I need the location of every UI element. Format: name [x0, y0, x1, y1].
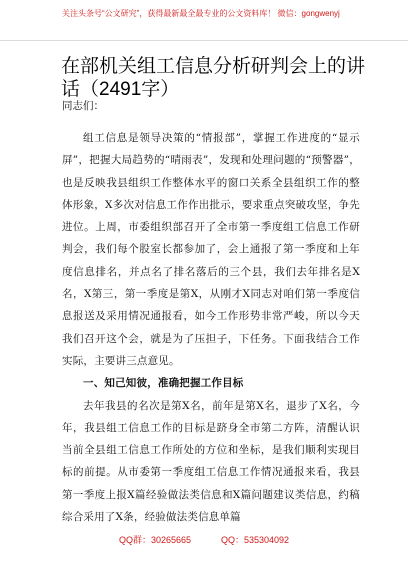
top-banner — [0, 0, 408, 41]
body-text — [62, 127, 360, 528]
footer-contact — [0, 533, 408, 546]
paragraph: 组工信息是领导决策的“情报部”，掌握工作进度的“显示屏”，把握大局趋势的“晴雨表”，发现和处理问题的“预警器”，也是反映我县组织工作整体水平的窗口关系全县组织工作的整体形象，X多次对信息工作作出批示，要求重点突破攻坚，争先进位。上周，市委组织部召开了全市第一季度组工信息工作研判会，我们每个股室长都参加了，会上通报了第一季度和上年度信息排名，并点名了排名落后的三个县，我们去年排名是X名，X第三，第一季度是第X，从刚才X同志对咱们第一季度信息报送及采用情况通报看，如今工作形势非常严峻，所以今天我们召开这个会，就是为了压担子，下任务。下面我结合工作实际，主要讲三点意见。 — [62, 132, 360, 367]
document-title: 在部机关组工信息分析研判会上的讲话（2491字） — [61, 56, 366, 100]
banner-text: 关注头条号“公文研究”，获得最新最全最专业的公文资料库！ 微信：gongwenyj — [62, 9, 340, 18]
greeting: 同志们： — [62, 100, 104, 112]
qq-number: QQ：535304092 — [220, 535, 290, 545]
paragraph: 去年我县的名次是第X名，前年是第X名，退步了X名，今年，我县组工信息工作的目标是跻身全市第二方阵，清醒认识当前全县组工信息工作所处的方位和坐标，是我们顺利实现目标的前提。从市委第一季度组工信息工作情况通报来看，我县第一季度上报X篇经验做法类信息和X篇问题建议类信息，约稿综合采用了X条，经验做法类信息单篇 — [62, 399, 360, 524]
qq-group: QQ群：30265665 — [118, 535, 191, 545]
section-heading: 一、知己知彼，准确把握工作目标 — [83, 377, 244, 390]
